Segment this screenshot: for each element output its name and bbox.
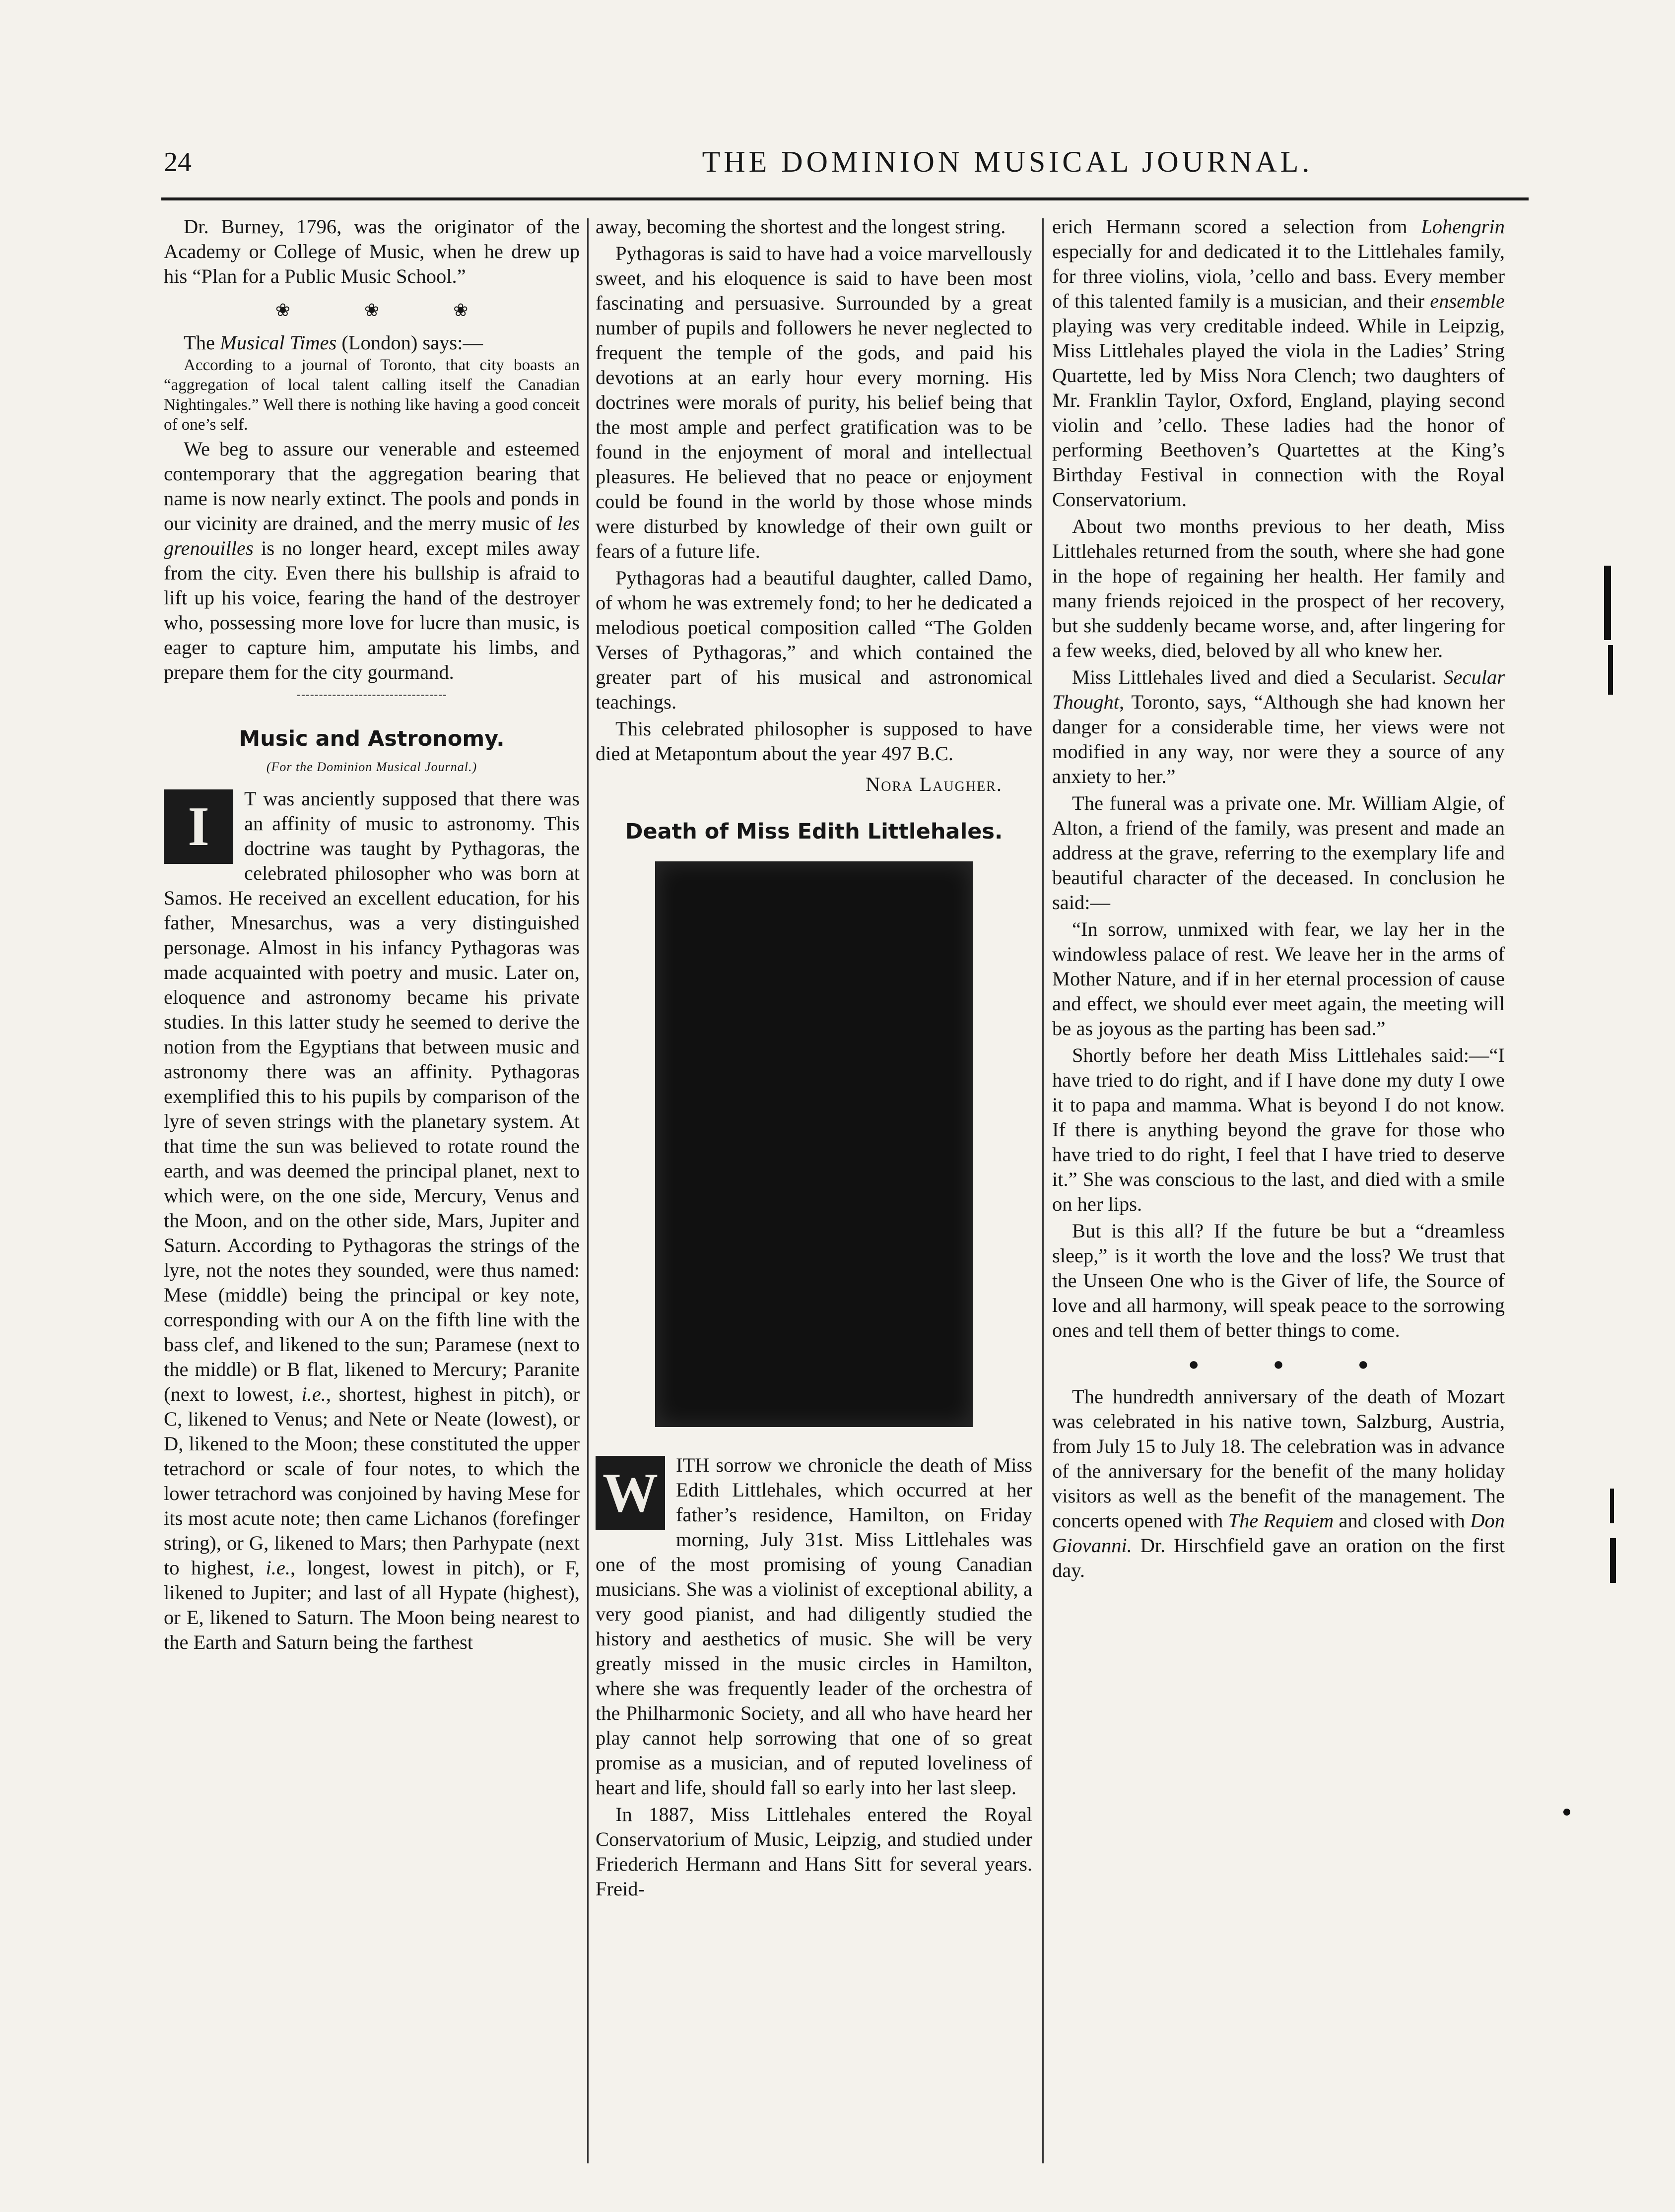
burney-paragraph: Dr. Burney, 1796, was the originator of the Academy or College of Music, when he drew up his “Plan for a Public Music School.”	[164, 215, 580, 287]
dropcap-w: W	[596, 1456, 665, 1530]
pythagoras-death-paragraph: This celebrated philosopher is supposed to have died at Metapontum about the year 497 B.C.	[596, 717, 1032, 765]
secularist-paragraph: Miss Littlehales lived and died a Secularist. Secular Thought, Toronto, says, “Although she had known her danger for a considerable time, her views were not modified in any way, nor were they a source of any anxiety to her.”	[1052, 666, 1505, 787]
column-3	[1052, 214, 1505, 2174]
times-intro: The Musical Times (London) says:—	[184, 331, 483, 354]
margin-mark	[1563, 1809, 1570, 1816]
section-ornament: ❀ ❀ ❀	[275, 300, 503, 320]
margin-mark	[1604, 566, 1611, 640]
dropcap-i: I	[164, 789, 233, 864]
article-separator	[297, 695, 446, 696]
column-divider-2	[1042, 218, 1044, 2163]
article-byline: (For the Dominion Musical Journal.)	[266, 760, 477, 774]
author-signature: Nora Laugher.	[865, 773, 1003, 795]
margin-mark	[1608, 645, 1613, 695]
article-title-music-astronomy: Music and Astronomy.	[239, 726, 505, 751]
grenouilles-paragraph: We beg to assure our venerable and esteemed contemporary that the aggregation bearing that name is now nearly extinct. The pools and ponds in our vicinity are drained, and the merry music of les grenouilles is no longer heard, except miles away from the city. Even there his bullship is afraid to lift up his voice, fearing the hand of the destroyer who, possessing more love for lucre than music, is eager to capture him, amputate his limbs, and prepare them for the city gourmand.	[164, 438, 580, 683]
column-2	[596, 214, 1032, 2174]
littlehales-leipzig: In 1887, Miss Littlehales entered the Royal Conservatorium of Music, Leipzig, and studied under Friederich Hermann and Hans Sitt for several years. Freid-	[596, 1803, 1032, 1900]
astronomy-continued: away, becoming the shortest and the longest string.	[596, 215, 1006, 238]
journal-title: THE DOMINION MUSICAL JOURNAL.	[702, 145, 1313, 178]
header-rule	[161, 197, 1529, 200]
illness-paragraph: About two months previous to her death, Miss Littlehales returned from the south, where she had gone in the hope of regaining her health. Her family and many friends rejoiced in the prospect of her recovery, but she suddenly became worse, and, after lingering for a few weeks, died, beloved by all who knew her.	[1052, 515, 1505, 661]
margin-mark	[1610, 1489, 1614, 1523]
section-ornament-dots: ● ● ●	[1188, 1354, 1404, 1374]
page-number: 24	[164, 147, 192, 178]
pythagoras-voice-paragraph: Pythagoras is said to have had a voice marvellously sweet, and his eloquence is said to have been most fascinating and persuasive. Surrounded by a great number of pupils and followers he never neglected to frequent the temple of the gods, and paid his devotions at an early hour every morning. His doctrines were morals of purity, his belief being that the most ample and perfect gratification was to be found in the enjoyment of moral and intellectual pleasures. He believed that no peace or enjoyment could be found in the world by those whose minds were disturbed by knowledge of their own guilt or fears of a future life.	[596, 242, 1032, 562]
last-words-paragraph: Shortly before her death Miss Littlehales said:—“I have tried to do right, and if I have done my duty I owe it to papa and mamma. What is beyond I do not know. If there is anything beyond the grave for those who have tried to do right, I feel that I have tried to deserve it.” She was conscious to the last, and died with a smile on her lips.	[1052, 1044, 1505, 1215]
portrait-photo	[655, 861, 973, 1427]
astronomy-body: I T was anciently supposed that there was an affinity of music to astronomy. This doctrine was taught by Pythagoras, the celebrated philosopher who was born at Samos. He received an excellent education, for his father, Mnesarchus, was a very distinguished personage. Almost in his infancy Pythagoras was made acquainted with poetry and music. Later on, eloquence and astronomy became his private studies. In this latter study he seemed to derive the notion from the Egyptians that between music and astronomy there was an affinity. Pythagoras exemplified this to his pupils by comparison of the lyre of seven strings with the planetary system. At that time the sun was believed to rotate round the earth, and was deemed the principal planet, next to which were, on the one side, Mercury, Venus and the Moon, and on the other side, Mars, Jupiter and Saturn. According to Pythagoras the strings of the lyre, not the notes they sounded, were thus named: Mese (middle) being the principal or key note, corresponding with our A on the fifth line with the bass clef, and likened to the sun; Paramese (next to the middle) or B flat, likened to Mercury; Paranite (next to lowest, i.e., shortest, highest in pitch), or C, likened to Venus; and Nete or Neate (lowest), or D, likened to the Moon; these constituted the upper tetrachord or scale of four notes, to which the lower tetrachord was conjoined by having Mese for its most acute note; then came Lichanos (forefinger string), or G, likened to Mars; then Parhypate (next to highest, i.e., longest, lowest in pitch), or F, likened to Jupiter; and last of all Hypate (highest), or E, likened to Saturn. The Moon being nearest to the Earth and Saturn being the farthest	[164, 787, 580, 1653]
pythagoras-daughter-paragraph: Pythagoras had a beautiful daughter, called Damo, of whom he was extremely fond; to her he dedicated a melodious poetical composition called “The Golden Verses of Pythagoras,” and which contained the greater part of his musical and astronomical teachings.	[596, 567, 1032, 713]
hermann-paragraph: erich Hermann scored a selection from Lohengrin especially for and dedicated it to the Littlehales family, for three violins, viola, ’cello and bass. Every member of this talented family is a musician, and their ensemble playing was very creditable indeed. While in Leipzig, Miss Littlehales played the viola in the Ladies’ String Quartette, led by Miss Nora Clench; two daughters of Mr. Franklin Taylor, Oxford, England, playing second violin and ’cello. These ladies had the honor of performing Beethoven’s Quartettes at the King’s Birthday Festival in connection with the Royal Conservatorium.	[1052, 215, 1505, 511]
littlehales-body: W ITH sorrow we chronicle the death of Miss Edith Littlehales, which occurred at her father’s residence, Hamilton, on Friday morning, July 31st. Miss Littlehales was one of the most promising of young Canadian musicians. She was a violinist of exceptional ability, a very good pianist, and had diligently studied the history and aesthetics of music. She will be very greatly missed in the music circles in Hamilton, where she was frequently leader of the orchestra of the Philharmonic Society, and all who have heard her play cannot help sorrowing that one of so great promise as a musician, and of reputed loveliness of heart and life, should fall so early into her last sleep.	[596, 1454, 1032, 1799]
column-divider-1	[587, 218, 589, 2163]
funeral-paragraph: The funeral was a private one. Mr. William Algie, of Alton, a friend of the family, was present and made an address at the grave, referring to the exemplary life and beautiful character of the deceased. In conclusion he said:—	[1052, 792, 1505, 913]
margin-mark	[1610, 1538, 1616, 1583]
eulogy-quote: “In sorrow, unmixed with fear, we lay her in the windowless palace of rest. We leave her in the arms of Mother Nature, and if in her eternal procession of cause and effect, we should ever meet again, the meeting will be as joyous as the parting has been sad.”	[1052, 918, 1505, 1040]
reflection-paragraph: But is this all? If the future be but a “dreamless sleep,” is it worth the love and the loss? We trust that the Unseen One who is the Giver of life, the Source of love and all harmony, will speak peace to the sorrowing ones and tell them of better things to come.	[1052, 1220, 1505, 1341]
column-1	[164, 214, 580, 2174]
times-quote: According to a journal of Toronto, that city boasts an “aggregation of local talent calling itself the Canadian Nightingales.” Well there is nothing like having a good conceit of one’s self.	[164, 356, 580, 434]
article-title-death-littlehales: Death of Miss Edith Littlehales.	[625, 819, 1003, 844]
mozart-paragraph: The hundredth anniversary of the death of Mozart was celebrated in his native town, Salzburg, Austria, from July 15 to July 18. The celebration was in advance of the anniversary for the benefit of the many holiday visitors as well as the benefit of the management. The concerts opened with The Requiem and closed with Don Giovanni. Dr. Hirschfield gave an oration on the first day.	[1052, 1385, 1505, 1581]
